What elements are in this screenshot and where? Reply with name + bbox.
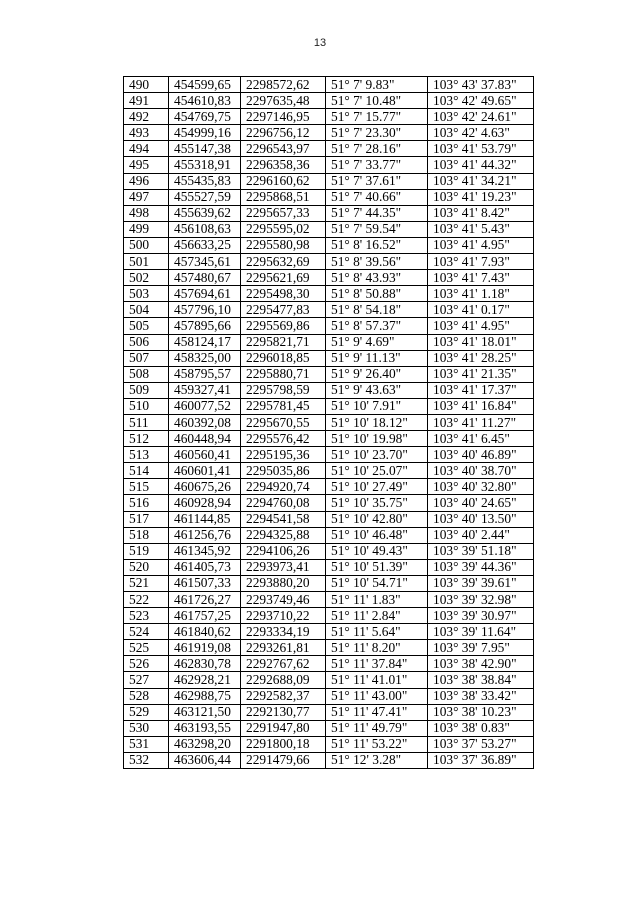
y-coordinate-cell: 2296018,85 bbox=[241, 350, 326, 366]
latitude-cell: 51° 8' 39.56" bbox=[326, 254, 428, 270]
x-coordinate-cell: 461757,25 bbox=[169, 608, 241, 624]
longitude-cell: 103° 39' 32.98" bbox=[428, 592, 534, 608]
x-coordinate-cell: 457345,61 bbox=[169, 254, 241, 270]
latitude-cell: 51° 9' 11.13" bbox=[326, 350, 428, 366]
longitude-cell: 103° 41' 53.79" bbox=[428, 141, 534, 157]
point-number-cell: 492 bbox=[124, 109, 169, 125]
y-coordinate-cell: 2296756,12 bbox=[241, 125, 326, 141]
x-coordinate-cell: 461256,76 bbox=[169, 527, 241, 543]
x-coordinate-cell: 462928,21 bbox=[169, 672, 241, 688]
y-coordinate-cell: 2292582,37 bbox=[241, 688, 326, 704]
x-coordinate-cell: 455147,38 bbox=[169, 141, 241, 157]
longitude-cell: 103° 41' 6.45" bbox=[428, 431, 534, 447]
latitude-cell: 51° 9' 4.69" bbox=[326, 334, 428, 350]
longitude-cell: 103° 38' 42.90" bbox=[428, 656, 534, 672]
x-coordinate-cell: 456108,63 bbox=[169, 221, 241, 237]
y-coordinate-cell: 2295035,86 bbox=[241, 463, 326, 479]
longitude-cell: 103° 38' 0.83" bbox=[428, 720, 534, 736]
longitude-cell: 103° 41' 19.23" bbox=[428, 189, 534, 205]
latitude-cell: 51° 7' 15.77" bbox=[326, 109, 428, 125]
point-number-cell: 516 bbox=[124, 495, 169, 511]
y-coordinate-cell: 2295576,42 bbox=[241, 431, 326, 447]
latitude-cell: 51° 11' 53.22" bbox=[326, 736, 428, 752]
y-coordinate-cell: 2296160,62 bbox=[241, 173, 326, 189]
latitude-cell: 51° 10' 19.98" bbox=[326, 431, 428, 447]
longitude-cell: 103° 40' 2.44" bbox=[428, 527, 534, 543]
y-coordinate-cell: 2295569,86 bbox=[241, 318, 326, 334]
longitude-cell: 103° 41' 4.95" bbox=[428, 237, 534, 253]
x-coordinate-cell: 454599,65 bbox=[169, 77, 241, 93]
longitude-cell: 103° 41' 16.84" bbox=[428, 398, 534, 414]
point-number-cell: 499 bbox=[124, 221, 169, 237]
page-number: 13 bbox=[313, 37, 327, 49]
latitude-cell: 51° 10' 42.80" bbox=[326, 511, 428, 527]
longitude-cell: 103° 39' 39.61" bbox=[428, 575, 534, 591]
point-number-cell: 495 bbox=[124, 157, 169, 173]
point-number-cell: 511 bbox=[124, 414, 169, 430]
coordinates-table-body bbox=[124, 77, 534, 769]
latitude-cell: 51° 11' 37.84" bbox=[326, 656, 428, 672]
longitude-cell: 103° 41' 28.25" bbox=[428, 350, 534, 366]
point-number-cell: 515 bbox=[124, 479, 169, 495]
y-coordinate-cell: 2291947,80 bbox=[241, 720, 326, 736]
longitude-cell: 103° 39' 51.18" bbox=[428, 543, 534, 559]
longitude-cell: 103° 41' 8.42" bbox=[428, 205, 534, 221]
x-coordinate-cell: 455318,91 bbox=[169, 157, 241, 173]
x-coordinate-cell: 458795,57 bbox=[169, 366, 241, 382]
point-number-cell: 502 bbox=[124, 270, 169, 286]
table-row bbox=[124, 431, 534, 447]
table-row bbox=[124, 608, 534, 624]
latitude-cell: 51° 11' 41.01" bbox=[326, 672, 428, 688]
x-coordinate-cell: 457694,61 bbox=[169, 286, 241, 302]
point-number-cell: 526 bbox=[124, 656, 169, 672]
table-row bbox=[124, 173, 534, 189]
y-coordinate-cell: 2295868,51 bbox=[241, 189, 326, 205]
x-coordinate-cell: 461507,33 bbox=[169, 575, 241, 591]
point-number-cell: 498 bbox=[124, 205, 169, 221]
longitude-cell: 103° 41' 7.93" bbox=[428, 254, 534, 270]
latitude-cell: 51° 7' 44.35" bbox=[326, 205, 428, 221]
x-coordinate-cell: 461726,27 bbox=[169, 592, 241, 608]
point-number-cell: 512 bbox=[124, 431, 169, 447]
longitude-cell: 103° 38' 10.23" bbox=[428, 704, 534, 720]
latitude-cell: 51° 11' 5.64" bbox=[326, 624, 428, 640]
longitude-cell: 103° 37' 53.27" bbox=[428, 736, 534, 752]
y-coordinate-cell: 2296543,97 bbox=[241, 141, 326, 157]
table-row bbox=[124, 511, 534, 527]
table-row bbox=[124, 205, 534, 221]
x-coordinate-cell: 460601,41 bbox=[169, 463, 241, 479]
y-coordinate-cell: 2293261,81 bbox=[241, 640, 326, 656]
latitude-cell: 51° 11' 2.84" bbox=[326, 608, 428, 624]
x-coordinate-cell: 461840,62 bbox=[169, 624, 241, 640]
y-coordinate-cell: 2292767,62 bbox=[241, 656, 326, 672]
latitude-cell: 51° 7' 33.77" bbox=[326, 157, 428, 173]
point-number-cell: 501 bbox=[124, 254, 169, 270]
y-coordinate-cell: 2295798,59 bbox=[241, 382, 326, 398]
x-coordinate-cell: 457480,67 bbox=[169, 270, 241, 286]
y-coordinate-cell: 2293880,20 bbox=[241, 575, 326, 591]
y-coordinate-cell: 2298572,62 bbox=[241, 77, 326, 93]
longitude-cell: 103° 41' 34.21" bbox=[428, 173, 534, 189]
table-row bbox=[124, 398, 534, 414]
latitude-cell: 51° 7' 10.48" bbox=[326, 93, 428, 109]
x-coordinate-cell: 455527,59 bbox=[169, 189, 241, 205]
latitude-cell: 51° 10' 27.49" bbox=[326, 479, 428, 495]
table-row bbox=[124, 752, 534, 768]
x-coordinate-cell: 458124,17 bbox=[169, 334, 241, 350]
latitude-cell: 51° 8' 16.52" bbox=[326, 237, 428, 253]
table-row bbox=[124, 109, 534, 125]
y-coordinate-cell: 2293749,46 bbox=[241, 592, 326, 608]
x-coordinate-cell: 454999,16 bbox=[169, 125, 241, 141]
x-coordinate-cell: 454769,75 bbox=[169, 109, 241, 125]
latitude-cell: 51° 7' 59.54" bbox=[326, 221, 428, 237]
y-coordinate-cell: 2293710,22 bbox=[241, 608, 326, 624]
point-number-cell: 521 bbox=[124, 575, 169, 591]
latitude-cell: 51° 8' 43.93" bbox=[326, 270, 428, 286]
y-coordinate-cell: 2295632,69 bbox=[241, 254, 326, 270]
point-number-cell: 524 bbox=[124, 624, 169, 640]
x-coordinate-cell: 455435,83 bbox=[169, 173, 241, 189]
point-number-cell: 530 bbox=[124, 720, 169, 736]
table-row bbox=[124, 286, 534, 302]
table-row bbox=[124, 125, 534, 141]
longitude-cell: 103° 38' 38.84" bbox=[428, 672, 534, 688]
longitude-cell: 103° 38' 33.42" bbox=[428, 688, 534, 704]
table-row bbox=[124, 382, 534, 398]
point-number-cell: 532 bbox=[124, 752, 169, 768]
table-row bbox=[124, 141, 534, 157]
x-coordinate-cell: 457895,66 bbox=[169, 318, 241, 334]
point-number-cell: 507 bbox=[124, 350, 169, 366]
y-coordinate-cell: 2294541,58 bbox=[241, 511, 326, 527]
latitude-cell: 51° 9' 26.40" bbox=[326, 366, 428, 382]
y-coordinate-cell: 2297146,95 bbox=[241, 109, 326, 125]
point-number-cell: 523 bbox=[124, 608, 169, 624]
latitude-cell: 51° 11' 1.83" bbox=[326, 592, 428, 608]
x-coordinate-cell: 456633,25 bbox=[169, 237, 241, 253]
longitude-cell: 103° 41' 1.18" bbox=[428, 286, 534, 302]
longitude-cell: 103° 39' 7.95" bbox=[428, 640, 534, 656]
longitude-cell: 103° 40' 13.50" bbox=[428, 511, 534, 527]
longitude-cell: 103° 41' 0.17" bbox=[428, 302, 534, 318]
x-coordinate-cell: 455639,62 bbox=[169, 205, 241, 221]
table-row bbox=[124, 93, 534, 109]
y-coordinate-cell: 2295821,71 bbox=[241, 334, 326, 350]
y-coordinate-cell: 2291800,18 bbox=[241, 736, 326, 752]
latitude-cell: 51° 10' 18.12" bbox=[326, 414, 428, 430]
x-coordinate-cell: 462988,75 bbox=[169, 688, 241, 704]
point-number-cell: 513 bbox=[124, 447, 169, 463]
y-coordinate-cell: 2295670,55 bbox=[241, 414, 326, 430]
latitude-cell: 51° 10' 35.75" bbox=[326, 495, 428, 511]
point-number-cell: 503 bbox=[124, 286, 169, 302]
longitude-cell: 103° 41' 7.43" bbox=[428, 270, 534, 286]
x-coordinate-cell: 460560,41 bbox=[169, 447, 241, 463]
latitude-cell: 51° 11' 8.20" bbox=[326, 640, 428, 656]
table-row bbox=[124, 270, 534, 286]
point-number-cell: 519 bbox=[124, 543, 169, 559]
point-number-cell: 509 bbox=[124, 382, 169, 398]
y-coordinate-cell: 2292130,77 bbox=[241, 704, 326, 720]
point-number-cell: 493 bbox=[124, 125, 169, 141]
table-row bbox=[124, 479, 534, 495]
longitude-cell: 103° 40' 46.89" bbox=[428, 447, 534, 463]
y-coordinate-cell: 2294760,08 bbox=[241, 495, 326, 511]
x-coordinate-cell: 461405,73 bbox=[169, 559, 241, 575]
latitude-cell: 51° 10' 49.43" bbox=[326, 543, 428, 559]
longitude-cell: 103° 42' 4.63" bbox=[428, 125, 534, 141]
x-coordinate-cell: 460392,08 bbox=[169, 414, 241, 430]
point-number-cell: 497 bbox=[124, 189, 169, 205]
table-row bbox=[124, 495, 534, 511]
point-number-cell: 528 bbox=[124, 688, 169, 704]
table-row bbox=[124, 575, 534, 591]
table-row bbox=[124, 302, 534, 318]
y-coordinate-cell: 2291479,66 bbox=[241, 752, 326, 768]
longitude-cell: 103° 41' 11.27" bbox=[428, 414, 534, 430]
latitude-cell: 51° 10' 46.48" bbox=[326, 527, 428, 543]
latitude-cell: 51° 10' 7.91" bbox=[326, 398, 428, 414]
latitude-cell: 51° 7' 37.61" bbox=[326, 173, 428, 189]
table-row bbox=[124, 157, 534, 173]
x-coordinate-cell: 460675,26 bbox=[169, 479, 241, 495]
latitude-cell: 51° 7' 40.66" bbox=[326, 189, 428, 205]
longitude-cell: 103° 42' 24.61" bbox=[428, 109, 534, 125]
y-coordinate-cell: 2292688,09 bbox=[241, 672, 326, 688]
latitude-cell: 51° 8' 57.37" bbox=[326, 318, 428, 334]
point-number-cell: 529 bbox=[124, 704, 169, 720]
table-row bbox=[124, 656, 534, 672]
longitude-cell: 103° 40' 32.80" bbox=[428, 479, 534, 495]
longitude-cell: 103° 41' 5.43" bbox=[428, 221, 534, 237]
latitude-cell: 51° 10' 51.39" bbox=[326, 559, 428, 575]
x-coordinate-cell: 461144,85 bbox=[169, 511, 241, 527]
x-coordinate-cell: 463298,20 bbox=[169, 736, 241, 752]
latitude-cell: 51° 10' 23.70" bbox=[326, 447, 428, 463]
latitude-cell: 51° 8' 54.18" bbox=[326, 302, 428, 318]
x-coordinate-cell: 461345,92 bbox=[169, 543, 241, 559]
table-row bbox=[124, 77, 534, 93]
x-coordinate-cell: 459327,41 bbox=[169, 382, 241, 398]
y-coordinate-cell: 2294106,26 bbox=[241, 543, 326, 559]
table-row bbox=[124, 592, 534, 608]
y-coordinate-cell: 2295498,30 bbox=[241, 286, 326, 302]
point-number-cell: 518 bbox=[124, 527, 169, 543]
table-row bbox=[124, 543, 534, 559]
point-number-cell: 490 bbox=[124, 77, 169, 93]
x-coordinate-cell: 463606,44 bbox=[169, 752, 241, 768]
table-row bbox=[124, 318, 534, 334]
table-row bbox=[124, 640, 534, 656]
latitude-cell: 51° 12' 3.28" bbox=[326, 752, 428, 768]
y-coordinate-cell: 2293334,19 bbox=[241, 624, 326, 640]
point-number-cell: 520 bbox=[124, 559, 169, 575]
longitude-cell: 103° 41' 21.35" bbox=[428, 366, 534, 382]
x-coordinate-cell: 462830,78 bbox=[169, 656, 241, 672]
point-number-cell: 527 bbox=[124, 672, 169, 688]
longitude-cell: 103° 41' 44.32" bbox=[428, 157, 534, 173]
point-number-cell: 514 bbox=[124, 463, 169, 479]
latitude-cell: 51° 10' 54.71" bbox=[326, 575, 428, 591]
table-row bbox=[124, 189, 534, 205]
longitude-cell: 103° 41' 4.95" bbox=[428, 318, 534, 334]
y-coordinate-cell: 2294325,88 bbox=[241, 527, 326, 543]
x-coordinate-cell: 461919,08 bbox=[169, 640, 241, 656]
longitude-cell: 103° 40' 24.65" bbox=[428, 495, 534, 511]
x-coordinate-cell: 463193,55 bbox=[169, 720, 241, 736]
longitude-cell: 103° 40' 38.70" bbox=[428, 463, 534, 479]
point-number-cell: 522 bbox=[124, 592, 169, 608]
y-coordinate-cell: 2295195,36 bbox=[241, 447, 326, 463]
longitude-cell: 103° 37' 36.89" bbox=[428, 752, 534, 768]
x-coordinate-cell: 458325,00 bbox=[169, 350, 241, 366]
x-coordinate-cell: 460928,94 bbox=[169, 495, 241, 511]
table-row bbox=[124, 254, 534, 270]
table-row bbox=[124, 447, 534, 463]
y-coordinate-cell: 2294920,74 bbox=[241, 479, 326, 495]
longitude-cell: 103° 39' 11.64" bbox=[428, 624, 534, 640]
table-row bbox=[124, 559, 534, 575]
table-row bbox=[124, 672, 534, 688]
point-number-cell: 531 bbox=[124, 736, 169, 752]
latitude-cell: 51° 11' 47.41" bbox=[326, 704, 428, 720]
point-number-cell: 508 bbox=[124, 366, 169, 382]
latitude-cell: 51° 8' 50.88" bbox=[326, 286, 428, 302]
table-row bbox=[124, 237, 534, 253]
y-coordinate-cell: 2297635,48 bbox=[241, 93, 326, 109]
longitude-cell: 103° 42' 49.65" bbox=[428, 93, 534, 109]
longitude-cell: 103° 41' 17.37" bbox=[428, 382, 534, 398]
table-row bbox=[124, 624, 534, 640]
longitude-cell: 103° 43' 37.83" bbox=[428, 77, 534, 93]
table-row bbox=[124, 334, 534, 350]
y-coordinate-cell: 2295880,71 bbox=[241, 366, 326, 382]
x-coordinate-cell: 460448,94 bbox=[169, 431, 241, 447]
latitude-cell: 51° 10' 25.07" bbox=[326, 463, 428, 479]
x-coordinate-cell: 463121,50 bbox=[169, 704, 241, 720]
y-coordinate-cell: 2293973,41 bbox=[241, 559, 326, 575]
point-number-cell: 491 bbox=[124, 93, 169, 109]
latitude-cell: 51° 11' 49.79" bbox=[326, 720, 428, 736]
x-coordinate-cell: 454610,83 bbox=[169, 93, 241, 109]
x-coordinate-cell: 460077,52 bbox=[169, 398, 241, 414]
point-number-cell: 505 bbox=[124, 318, 169, 334]
y-coordinate-cell: 2296358,36 bbox=[241, 157, 326, 173]
point-number-cell: 517 bbox=[124, 511, 169, 527]
table-row bbox=[124, 221, 534, 237]
y-coordinate-cell: 2295477,83 bbox=[241, 302, 326, 318]
point-number-cell: 506 bbox=[124, 334, 169, 350]
coordinates-table bbox=[123, 76, 534, 769]
longitude-cell: 103° 39' 30.97" bbox=[428, 608, 534, 624]
table-row bbox=[124, 736, 534, 752]
latitude-cell: 51° 7' 28.16" bbox=[326, 141, 428, 157]
y-coordinate-cell: 2295580,98 bbox=[241, 237, 326, 253]
point-number-cell: 494 bbox=[124, 141, 169, 157]
table-row bbox=[124, 366, 534, 382]
x-coordinate-cell: 457796,10 bbox=[169, 302, 241, 318]
point-number-cell: 525 bbox=[124, 640, 169, 656]
table-row bbox=[124, 414, 534, 430]
y-coordinate-cell: 2295621,69 bbox=[241, 270, 326, 286]
table-row bbox=[124, 720, 534, 736]
table-row bbox=[124, 688, 534, 704]
table-row bbox=[124, 704, 534, 720]
latitude-cell: 51° 11' 43.00" bbox=[326, 688, 428, 704]
y-coordinate-cell: 2295657,33 bbox=[241, 205, 326, 221]
y-coordinate-cell: 2295781,45 bbox=[241, 398, 326, 414]
latitude-cell: 51° 7' 9.83" bbox=[326, 77, 428, 93]
table-row bbox=[124, 527, 534, 543]
point-number-cell: 510 bbox=[124, 398, 169, 414]
longitude-cell: 103° 41' 18.01" bbox=[428, 334, 534, 350]
y-coordinate-cell: 2295595,02 bbox=[241, 221, 326, 237]
latitude-cell: 51° 7' 23.30" bbox=[326, 125, 428, 141]
point-number-cell: 496 bbox=[124, 173, 169, 189]
point-number-cell: 504 bbox=[124, 302, 169, 318]
table-row bbox=[124, 350, 534, 366]
latitude-cell: 51° 9' 43.63" bbox=[326, 382, 428, 398]
longitude-cell: 103° 39' 44.36" bbox=[428, 559, 534, 575]
table-row bbox=[124, 463, 534, 479]
point-number-cell: 500 bbox=[124, 237, 169, 253]
